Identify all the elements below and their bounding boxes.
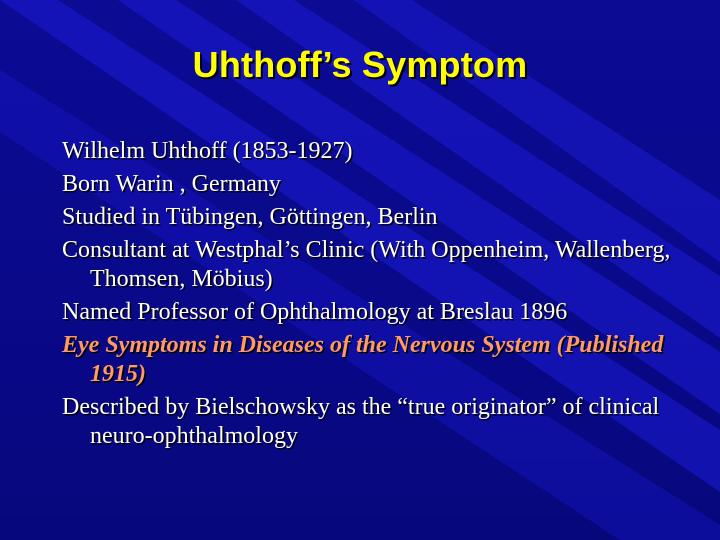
bullet-item-bielschowsky: Described by Bielschowsky as the “true originator” of clinical neuro-ophthalmology [62,394,660,449]
bullet-item-name-dates: Wilhelm Uhthoff (1853-1927) [62,138,353,164]
bullet-item-professorship: Named Professor of Ophthalmology at Breslau 1896 [62,299,568,325]
bullet-item-publication: Eye Symptoms in Diseases of the Nervous System (Published 1915) [62,332,664,387]
bullet-item-consultant: Consultant at Westphal’s Clinic (With Oppenheim, Wallenberg, Thomsen, Möbius) [62,237,671,292]
bullet-list [62,137,702,455]
slide-title: Uhthoff’s Symptom [192,44,528,85]
bullet-item-birthplace: Born Warin , Germany [62,171,281,197]
bullet-item-education: Studied in Tübingen, Göttingen, Berlin [62,204,438,230]
